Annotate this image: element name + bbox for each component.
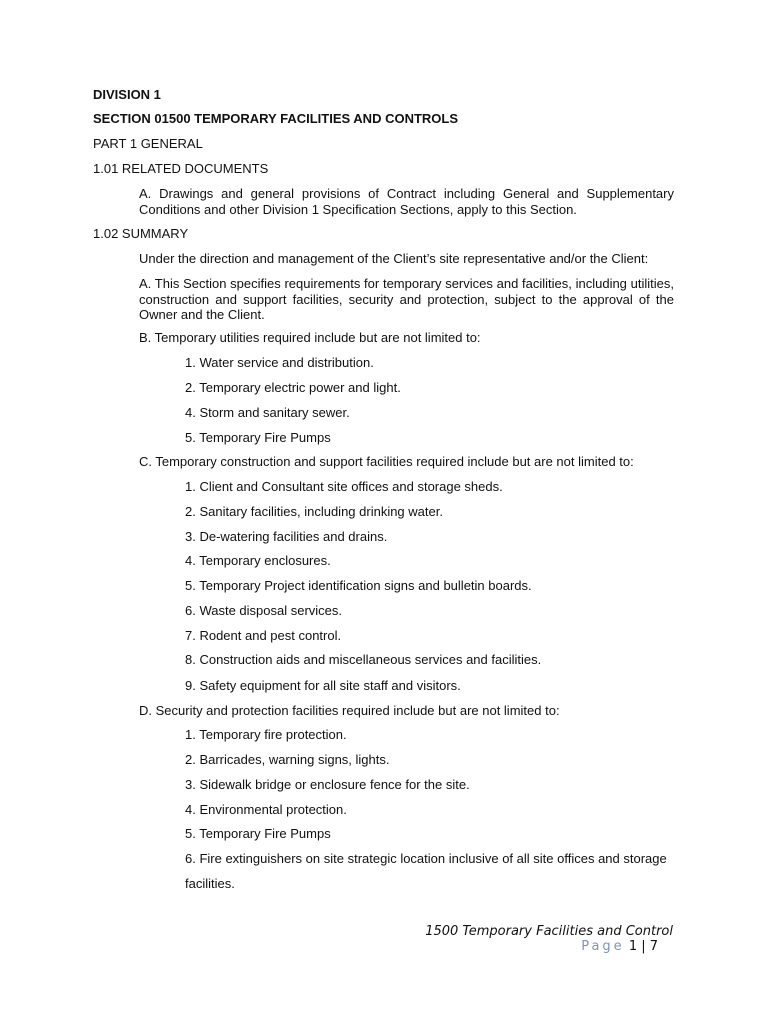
list-item: 1. Water service and distribution. bbox=[185, 355, 374, 370]
list-item: 4. Storm and sanitary sewer. bbox=[185, 405, 350, 420]
list-item: 2. Barricades, warning signs, lights. bbox=[185, 752, 390, 767]
summary-heading: 1.02 SUMMARY bbox=[93, 226, 189, 241]
summary-intro: Under the direction and management of the Client’s site representative and/or the Client: bbox=[139, 251, 649, 266]
list-item: 6. Fire extinguishers on site strategic location inclusive of all site offices and storage bbox=[185, 851, 667, 866]
list-item: 1. Client and Consultant site offices and storage sheds. bbox=[185, 479, 503, 494]
list-item: 2. Temporary electric power and light. bbox=[185, 380, 401, 395]
summary-paragraph-b: B. Temporary utilities required include but are not limited to: bbox=[139, 330, 481, 345]
list-item: 2. Sanitary facilities, including drinking water. bbox=[185, 504, 443, 519]
list-item: 4. Environmental protection. bbox=[185, 802, 347, 817]
list-item: 4. Temporary enclosures. bbox=[185, 553, 331, 568]
list-item: 5. Temporary Fire Pumps bbox=[185, 430, 331, 445]
footer-page-label: Page bbox=[581, 939, 625, 954]
section-title: SECTION 01500 TEMPORARY FACILITIES AND CONTROLS bbox=[93, 111, 459, 126]
division-heading: DIVISION 1 bbox=[93, 87, 161, 102]
related-documents-paragraph-a: A. Drawings and general provisions of Contract including General and Supplementary Conditions and other Division 1 Specification Sections, apply to this Section. bbox=[139, 186, 674, 217]
related-documents-heading: 1.01 RELATED DOCUMENTS bbox=[93, 161, 269, 176]
list-item: 3. De-watering facilities and drains. bbox=[185, 529, 388, 544]
list-item: 9. Safety equipment for all site staff and visitors. bbox=[185, 678, 461, 693]
list-item: 5. Temporary Project identification signs and bulletin boards. bbox=[185, 578, 532, 593]
list-item: 5. Temporary Fire Pumps bbox=[185, 826, 331, 841]
footer-page-number bbox=[581, 938, 658, 955]
list-item: 8. Construction aids and miscellaneous services and facilities. bbox=[185, 652, 542, 667]
list-item: 7. Rodent and pest control. bbox=[185, 628, 342, 643]
summary-paragraph-c: C. Temporary construction and support facilities required include but are not limited to: bbox=[139, 454, 634, 469]
list-item: 1. Temporary fire protection. bbox=[185, 727, 347, 742]
list-item: 6. Waste disposal services. bbox=[185, 603, 343, 618]
footer-document-title: 1500 Temporary Facilities and Control bbox=[425, 924, 673, 939]
part-heading: PART 1 GENERAL bbox=[93, 136, 203, 151]
summary-paragraph-a: A. This Section specifies requirements for temporary services and facilities, including utilities, construction and support facilities, security and protection, subject to the approval of the Owner and the Client. bbox=[139, 276, 674, 322]
footer-page-count: 1 | 7 bbox=[628, 939, 658, 954]
summary-paragraph-d: D. Security and protection facilities required include but are not limited to: bbox=[139, 703, 560, 718]
list-item-continuation: facilities. bbox=[185, 876, 235, 891]
list-item: 3. Sidewalk bridge or enclosure fence for the site. bbox=[185, 777, 470, 792]
